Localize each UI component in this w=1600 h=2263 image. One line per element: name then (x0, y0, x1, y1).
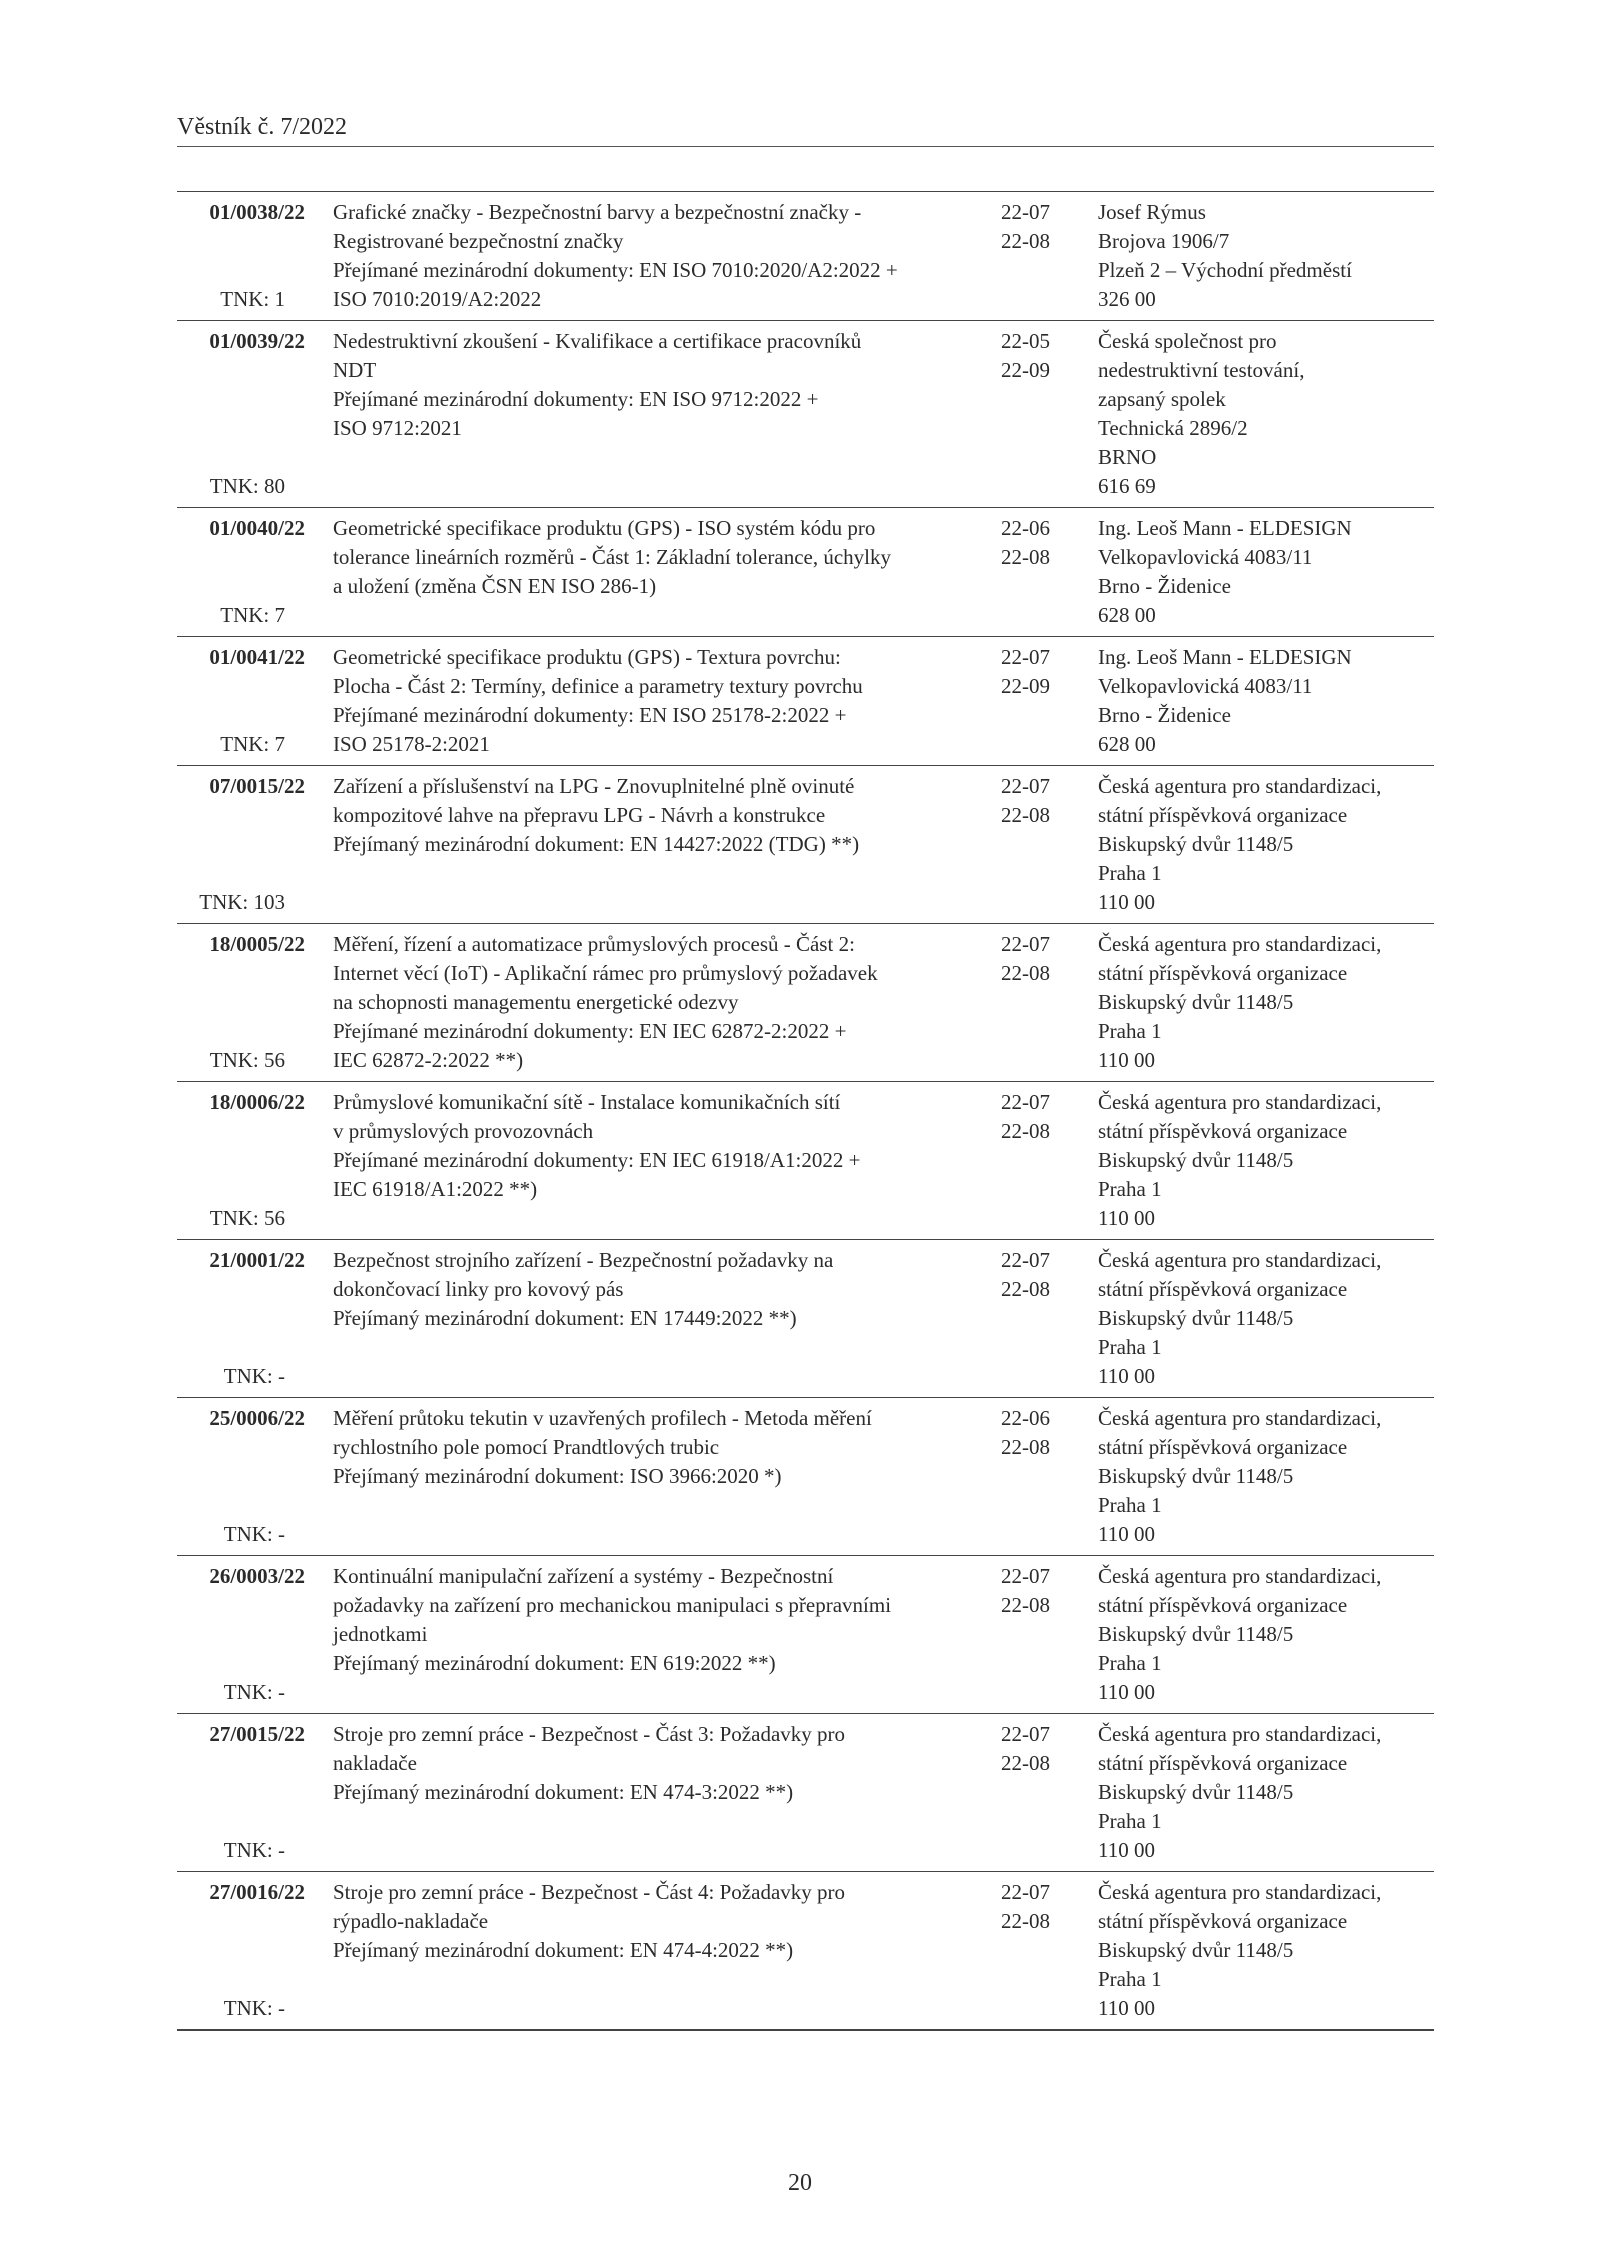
processor-address-line: státní příspěvková organizace (1098, 1435, 1348, 1459)
standard-title-line: jednotkami (333, 1622, 428, 1646)
standard-number: 01/0041/22 (209, 645, 305, 669)
standard-number: 01/0038/22 (209, 200, 305, 224)
dates-line: 22-08 (1001, 229, 1050, 253)
standard-title-line: tolerance lineárních rozměrů - Část 1: Základní tolerance, úchylky (333, 545, 892, 569)
processor-address-line: Česká agentura pro standardizaci, (1098, 932, 1382, 956)
dates (1001, 1878, 1071, 1936)
processor-address (1098, 1088, 1434, 1233)
table-row (177, 636, 1434, 765)
standard-title-line: Grafické značky - Bezpečnostní barvy a bezpečnostní značky - (333, 200, 862, 224)
standard-title-line: dokončovací linky pro kovový pás (333, 1277, 624, 1301)
processor-address-line: 110 00 (1098, 1680, 1155, 1704)
table-row (177, 320, 1434, 507)
processor-address-line: Praha 1 (1098, 1335, 1162, 1359)
processor-address-line: 616 69 (1098, 474, 1156, 498)
dates (1001, 1562, 1071, 1620)
processor-address-line: 110 00 (1098, 1364, 1155, 1388)
standard-title-line: Zařízení a příslušenství na LPG - Znovuplnitelné plně ovinuté (333, 774, 855, 798)
processor-address-line: Praha 1 (1098, 1809, 1162, 1833)
processor-address-line: Josef Rýmus (1098, 200, 1206, 224)
standard-title-line: ISO 25178-2:2021 (333, 732, 490, 756)
processor-address-line: Biskupský dvůr 1148/5 (1098, 832, 1294, 856)
processor-address-line: Biskupský dvůr 1148/5 (1098, 1938, 1294, 1962)
dates-line: 22-09 (1001, 358, 1050, 382)
processor-address-line: Velkopavlovická 4083/11 (1098, 674, 1313, 698)
processor-address-line: 628 00 (1098, 732, 1156, 756)
processor-address-line: 628 00 (1098, 603, 1156, 627)
standard-title-line: Bezpečnost strojního zařízení - Bezpečnostní požadavky na (333, 1248, 834, 1272)
dates-line: 22-07 (1001, 1564, 1050, 1588)
dates (1001, 772, 1071, 830)
processor-address-line: zapsaný spolek (1098, 387, 1226, 411)
processor-address-line: Ing. Leoš Mann - ELDESIGN (1098, 516, 1352, 540)
dates-line: 22-08 (1001, 1435, 1050, 1459)
dates-line: 22-06 (1001, 1406, 1050, 1430)
processor-address-line: Česká agentura pro standardizaci, (1098, 1880, 1382, 1904)
processor-address-line: 110 00 (1098, 1838, 1155, 1862)
tnk-number: TNK: 56 (209, 1206, 285, 1230)
standard-title-line: Nedestruktivní zkoušení - Kvalifikace a certifikace pracovníků (333, 329, 862, 353)
standard-title (333, 514, 892, 601)
standard-title (333, 1088, 861, 1204)
standard-title (333, 1720, 846, 1807)
standard-title-line: Přejímané mezinárodní dokumenty: EN IEC 61918/A1:2022 + (333, 1148, 861, 1172)
table-row (177, 1555, 1434, 1713)
processor-address-line: Praha 1 (1098, 1967, 1162, 1991)
standard-title (333, 772, 860, 859)
tnk-number: TNK: 80 (209, 474, 285, 498)
processor-address-line: Biskupský dvůr 1148/5 (1098, 1148, 1294, 1172)
processor-address-line: Ing. Leoš Mann - ELDESIGN (1098, 645, 1352, 669)
dates-line: 22-08 (1001, 803, 1050, 827)
standard-title-line: Přejímaný mezinárodní dokument: EN 17449:2022 **) (333, 1306, 797, 1330)
standard-number: 18/0005/22 (209, 932, 305, 956)
processor-address (1098, 327, 1434, 501)
processor-address-line: státní příspěvková organizace (1098, 803, 1348, 827)
dates-line: 22-07 (1001, 1090, 1050, 1114)
dates-line: 22-07 (1001, 645, 1050, 669)
standard-title (333, 643, 863, 759)
processor-address (1098, 772, 1434, 917)
standards-table (177, 191, 1434, 2031)
processor-address-line: Brno - Židenice (1098, 703, 1231, 727)
standard-number: 01/0039/22 (209, 329, 305, 353)
processor-address-line: státní příspěvková organizace (1098, 1909, 1348, 1933)
standard-title-line: kompozitové lahve na přepravu LPG - Návrh a konstrukce (333, 803, 826, 827)
processor-address-line: 110 00 (1098, 1206, 1155, 1230)
processor-address-line: Praha 1 (1098, 1177, 1162, 1201)
tnk-number: TNK: - (223, 1838, 285, 1862)
tnk-number: TNK: 56 (209, 1048, 285, 1072)
dates (1001, 1720, 1071, 1778)
processor-address (1098, 514, 1434, 630)
standard-title-line: Stroje pro zemní práce - Bezpečnost - Část 3: Požadavky pro (333, 1722, 846, 1746)
standard-title (333, 327, 862, 443)
standard-number: 27/0016/22 (209, 1880, 305, 1904)
dates (1001, 198, 1071, 256)
processor-address-line: Praha 1 (1098, 1493, 1162, 1517)
standard-title-line: Přejímané mezinárodní dokumenty: EN ISO 7010:2020/A2:2022 + (333, 258, 898, 282)
processor-address (1098, 1878, 1434, 2023)
dates (1001, 1088, 1071, 1146)
standard-title-line: Geometrické specifikace produktu (GPS) - ISO systém kódu pro (333, 516, 876, 540)
table-row (177, 507, 1434, 636)
standard-number: 07/0015/22 (209, 774, 305, 798)
dates-line: 22-07 (1001, 1880, 1050, 1904)
standard-title-line: Přejímané mezinárodní dokumenty: EN ISO 9712:2022 + (333, 387, 819, 411)
table-row (177, 1397, 1434, 1555)
processor-address (1098, 643, 1434, 759)
table-row (177, 192, 1434, 320)
standard-title-line: Kontinuální manipulační zařízení a systémy - Bezpečnostní (333, 1564, 834, 1588)
standard-number: 18/0006/22 (209, 1090, 305, 1114)
standard-title (333, 1246, 833, 1333)
processor-address-line: státní příspěvková organizace (1098, 1751, 1348, 1775)
processor-address-line: 110 00 (1098, 1996, 1155, 2020)
standard-title (333, 198, 898, 314)
tnk-number: TNK: 103 (199, 890, 285, 914)
dates (1001, 514, 1071, 572)
standard-title-line: Měření, řízení a automatizace průmyslových procesů - Část 2: (333, 932, 855, 956)
processor-address-line: 110 00 (1098, 1522, 1155, 1546)
processor-address-line: Česká společnost pro (1098, 329, 1277, 353)
processor-address-line: Biskupský dvůr 1148/5 (1098, 1622, 1294, 1646)
standard-title-line: ISO 7010:2019/A2:2022 (333, 287, 542, 311)
standard-title (333, 1404, 872, 1491)
table-row (177, 1081, 1434, 1239)
dates-line: 22-07 (1001, 1248, 1050, 1272)
tnk-number: TNK: - (223, 1364, 285, 1388)
standard-title-line: v průmyslových provozovnách (333, 1119, 594, 1143)
tnk-number: TNK: 7 (220, 603, 285, 627)
dates-line: 22-08 (1001, 1119, 1050, 1143)
dates-line: 22-07 (1001, 1722, 1050, 1746)
dates-line: 22-09 (1001, 674, 1050, 698)
standard-number: 26/0003/22 (209, 1564, 305, 1588)
processor-address-line: státní příspěvková organizace (1098, 1277, 1348, 1301)
standard-title-line: Plocha - Část 2: Termíny, definice a parametry textury povrchu (333, 674, 863, 698)
standard-number: 27/0015/22 (209, 1722, 305, 1746)
dates-line: 22-06 (1001, 516, 1050, 540)
standard-title-line: NDT (333, 358, 377, 382)
standard-number: 25/0006/22 (209, 1406, 305, 1430)
standard-title-line: Registrované bezpečnostní značky (333, 229, 624, 253)
standard-title-line: Přejímaný mezinárodní dokument: EN 474-4:2022 **) (333, 1938, 794, 1962)
standard-title-line: rychlostního pole pomocí Prandtlových trubic (333, 1435, 720, 1459)
processor-address-line: Biskupský dvůr 1148/5 (1098, 990, 1294, 1014)
processor-address-line: Plzeň 2 – Východní předměstí (1098, 258, 1352, 282)
dates-line: 22-08 (1001, 545, 1050, 569)
processor-address-line: 110 00 (1098, 890, 1155, 914)
dates-line: 22-08 (1001, 1909, 1050, 1933)
tnk-number: TNK: - (223, 1680, 285, 1704)
standard-title-line: Přejímaný mezinárodní dokument: EN 619:2022 **) (333, 1651, 776, 1675)
standard-title-line: IEC 62872-2:2022 **) (333, 1048, 524, 1072)
standard-number: 21/0001/22 (209, 1248, 305, 1272)
processor-address-line: Brojova 1906/7 (1098, 229, 1230, 253)
page-header (177, 112, 1434, 147)
bulletin-title: Věstník č. 7/2022 (177, 114, 347, 140)
processor-address-line: Biskupský dvůr 1148/5 (1098, 1306, 1294, 1330)
dates (1001, 643, 1071, 701)
tnk-number: TNK: - (223, 1996, 285, 2020)
dates (1001, 1246, 1071, 1304)
processor-address-line: nedestruktivní testování, (1098, 358, 1305, 382)
standard-title-line: Přejímané mezinárodní dokumenty: EN ISO 25178-2:2022 + (333, 703, 847, 727)
processor-address (1098, 1720, 1434, 1865)
standard-title-line: Stroje pro zemní práce - Bezpečnost - Část 4: Požadavky pro (333, 1880, 846, 1904)
dates-line: 22-07 (1001, 932, 1050, 956)
standard-title-line: Průmyslové komunikační sítě - Instalace komunikačních sítí (333, 1090, 841, 1114)
processor-address-line: 326 00 (1098, 287, 1156, 311)
tnk-number: TNK: 7 (220, 732, 285, 756)
processor-address-line: Biskupský dvůr 1148/5 (1098, 1780, 1294, 1804)
processor-address-line: Velkopavlovická 4083/11 (1098, 545, 1313, 569)
processor-address (1098, 930, 1434, 1075)
dates-line: 22-07 (1001, 774, 1050, 798)
processor-address-line: Česká agentura pro standardizaci, (1098, 774, 1382, 798)
standard-title-line: ISO 9712:2021 (333, 416, 462, 440)
standard-title-line: Geometrické specifikace produktu (GPS) - Textura povrchu: (333, 645, 841, 669)
processor-address (1098, 198, 1434, 314)
processor-address-line: Česká agentura pro standardizaci, (1098, 1406, 1382, 1430)
standard-title (333, 1878, 846, 1965)
standard-title-line: Internet věcí (IoT) - Aplikační rámec pro průmyslový požadavek (333, 961, 878, 985)
processor-address-line: Praha 1 (1098, 861, 1162, 885)
processor-address-line: Technická 2896/2 (1098, 416, 1248, 440)
processor-address (1098, 1404, 1434, 1549)
processor-address-line: státní příspěvková organizace (1098, 1593, 1348, 1617)
standard-title-line: na schopnosti managementu energetické odezvy (333, 990, 739, 1014)
page-number: 20 (788, 2170, 812, 2196)
standard-title-line: IEC 61918/A1:2022 **) (333, 1177, 538, 1201)
table-row (177, 923, 1434, 1081)
processor-address-line: Praha 1 (1098, 1651, 1162, 1675)
processor-address-line: Česká agentura pro standardizaci, (1098, 1722, 1382, 1746)
standard-title (333, 930, 878, 1075)
tnk-number: TNK: - (223, 1522, 285, 1546)
table-row (177, 765, 1434, 923)
processor-address-line: BRNO (1098, 445, 1157, 469)
tnk-number: TNK: 1 (220, 287, 285, 311)
processor-address-line: Praha 1 (1098, 1019, 1162, 1043)
processor-address-line: Česká agentura pro standardizaci, (1098, 1090, 1382, 1114)
processor-address-line: Brno - Židenice (1098, 574, 1231, 598)
table-row (177, 1871, 1434, 2029)
standard-title-line: rýpadlo-nakladače (333, 1909, 489, 1933)
processor-address-line: státní příspěvková organizace (1098, 961, 1348, 985)
dates (1001, 327, 1071, 385)
processor-address-line: Biskupský dvůr 1148/5 (1098, 1464, 1294, 1488)
dates-line: 22-05 (1001, 329, 1050, 353)
standard-title-line: Přejímaný mezinárodní dokument: EN 14427:2022 (TDG) **) (333, 832, 860, 856)
standard-title-line: požadavky na zařízení pro mechanickou manipulaci s přepravními (333, 1593, 892, 1617)
standard-title-line: Přejímané mezinárodní dokumenty: EN IEC 62872-2:2022 + (333, 1019, 847, 1043)
standard-title-line: Měření průtoku tekutin v uzavřených profilech - Metoda měření (333, 1406, 872, 1430)
standard-title-line: a uložení (změna ČSN EN ISO 286-1) (333, 574, 657, 598)
processor-address-line: Česká agentura pro standardizaci, (1098, 1564, 1382, 1588)
dates-line: 22-08 (1001, 1751, 1050, 1775)
dates (1001, 1404, 1071, 1462)
dates-line: 22-07 (1001, 200, 1050, 224)
standard-title-line: Přejímaný mezinárodní dokument: EN 474-3:2022 **) (333, 1780, 794, 1804)
dates-line: 22-08 (1001, 961, 1050, 985)
standard-number: 01/0040/22 (209, 516, 305, 540)
processor-address-line: státní příspěvková organizace (1098, 1119, 1348, 1143)
dates-line: 22-08 (1001, 1593, 1050, 1617)
processor-address (1098, 1562, 1434, 1707)
standard-title-line: Přejímaný mezinárodní dokument: ISO 3966:2020 *) (333, 1464, 782, 1488)
dates (1001, 930, 1071, 988)
standard-title-line: nakladače (333, 1751, 417, 1775)
table-row (177, 1239, 1434, 1397)
processor-address-line: Česká agentura pro standardizaci, (1098, 1248, 1382, 1272)
processor-address (1098, 1246, 1434, 1391)
processor-address-line: 110 00 (1098, 1048, 1155, 1072)
standard-title (333, 1562, 892, 1678)
dates-line: 22-08 (1001, 1277, 1050, 1301)
table-row (177, 1713, 1434, 1871)
